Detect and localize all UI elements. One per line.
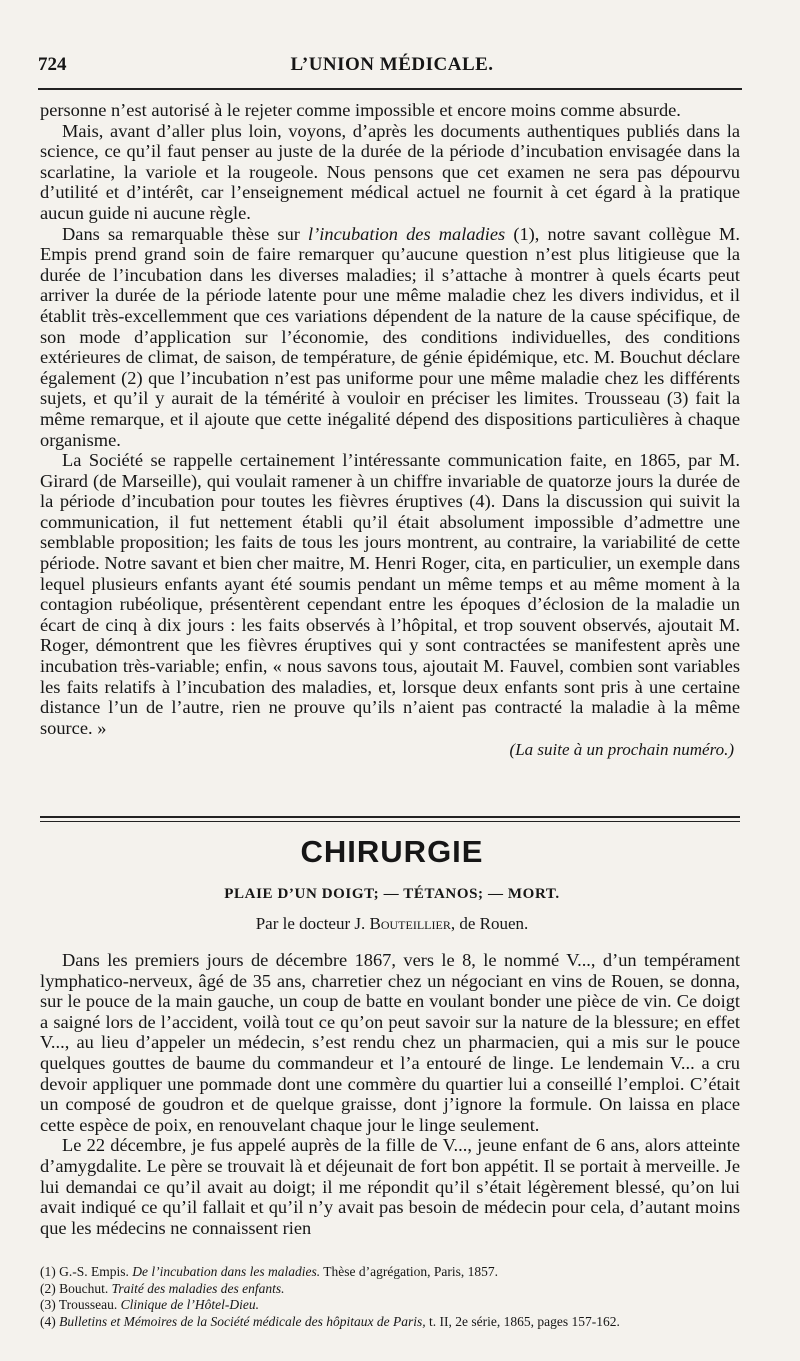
footnote: (2) Bouchut. Traité des maladies des enfants. <box>40 1280 285 1296</box>
paragraph: Le 22 décembre, je fus appelé auprès de la fille de V..., jeune enfant de 6 ans, alors atteinte d’amygdalite. Le père se trouvait là et déjeunait de fort bon appétit. Il se portait à merveille. Je lui demandai ce qu’il avait au doigt; il me répondit qu’il s’était légèrement blessé, qu’on lui avait indiqué ce qu’il fallait et qu’il n’y avait pas besoin de médecin pour cela, d’autant moins que les médecins ne connaissent rien <box>40 1135 740 1238</box>
paragraph: Dans sa remarquable thèse sur l’incubation des maladies (1), notre savant collègue M. Empis prend grand soin de faire remarquer qu’aucune question n’est plus litigieuse que la durée de l’incubation dans les diverses maladies; il s’attache à montrer à quels écarts peut arriver la durée de la période latente pour une même maladie chez les divers individus, et il établit très-excellemment que ces variations dépendent de la nature de la cause spécifique, de son mode d’application sur l’économie, des conditions individuelles, des conditions extérieures de climat, de saison, de température, de génie épidémique, etc. M. Bouchut déclare également (2) que l’incubation n’est pas uniforme pour une même maladie chez les différents sujets, et qu’il y aurait de la témérité à vouloir en préciser les limites. Trousseau (3) fait la même remarque, et il ajoute que cette inégalité dépend des dispositions particulières à chaque organisme. <box>40 223 740 450</box>
byline: Par le docteur J. Bouteillier, de Rouen. <box>255 914 529 933</box>
section-title: CHIRURGIE <box>300 834 484 869</box>
footnote: (3) Trousseau. Clinique de l’Hôtel-Dieu. <box>40 1297 259 1313</box>
paragraph: Dans les premiers jours de décembre 1867, vers le 8, le nommé V..., d’un tempérament lymphatico-nerveux, âgé de 35 ans, charretier chez un négociant en vins de Rouen, se donna, sur le pouce de la main gauche, un coup de batte en voulant bonder une pièce de vin. Ce doigt a saigné lors de l’accident, voilà tout ce qu’on peut savoir sur la nature de la blessure; en effet V..., au lieu d’appeler un médecin, s’est rendu chez un pharmacien, qui a mis sur le pouce quelques gouttes de baume du commandeur et l’a entouré de linge. Le lendemain V... a cru devoir appliquer une pommade dont une commère du quartier lui a conseillé l’emploi. C’était un composé de goudron et de quelque graisse, dont j’ignore la formule. On laissa en place cette espèce de poix, en renouvelant chaque jour le linge seulement. <box>40 950 740 1135</box>
paragraph: personne n’est autorisé à le rejeter comme impossible et encore moins comme absurde. <box>40 100 681 120</box>
article-continuation <box>40 100 740 760</box>
author-name: Bouteillier <box>369 914 451 933</box>
footnote: (1) G.-S. Empis. De l’incubation dans les maladies. Thèse d’agrégation, Paris, 1857. <box>40 1264 498 1279</box>
footnotes <box>40 1264 740 1330</box>
section-divider <box>40 816 740 822</box>
paragraph: Mais, avant d’aller plus loin, voyons, d’après les documents authentiques publiés dans la science, ce qu’il faut penser au juste de la durée de la période d’incubation envisagée dans la scarlatine, la variole et la rougeole. Nous pensons que cet examen ne sera pas dépourvu d’utilité et d’intérêt, car l’enseignement médical actuel ne fournit à cet égard à la pratique aucun guide ni aucune règle. <box>40 120 740 223</box>
paragraph: La Société se rappelle certainement l’intéressante communication faite, en 1865, par M. Girard (de Marseille), qui voulait ramener à un chiffre invariable de quatorze jours la durée de la période d’incubation pour toutes les fièvres éruptives (4). Dans la discussion qui suivit la communication, il fut nettement établi qu’il était absolument impossible d’admettre une semblable proposition; les faits de tous les jours montrent, au contraire, la variabilité de cette période. Notre savant et bien cher maitre, M. Henri Roger, cita, en particulier, un exemple dans lequel plusieurs enfants ayant été soumis pendant un même temps et au même moment à la contagion rubéolique, présentèrent cependant entre les époques d’éclosion de la maladie un écart de cinq à dix jours : les faits observés à l’hôpital, et trop souvent observés, ajoutait M. Roger, démontrent que les fièvres éruptives qui y sont contractées se manifestent après une incubation très-variable; enfin, « nous savons tous, ajoutait M. Fauvel, combien sont variables les faits relatifs à l’incubation des maladies, et, lorsque deux enfants sont pris à une certaine distance l’un de l’autre, rien ne prouve qu’ils n’aient pas contracté la maladie à la même source. » <box>40 450 740 738</box>
footnote: (4) Bulletins et Mémoires de la Société médicale des hôpitaux de Paris, t. II, 2e série, 1865, pages 157-162. <box>40 1313 620 1329</box>
surgery-article <box>40 950 740 1238</box>
article-title: PLAIE D’UN DOIGT; — TÉTANOS; — MORT. <box>224 886 560 902</box>
journal-title: L’UNION MÉDICALE. <box>290 54 494 75</box>
header-rule <box>38 88 742 90</box>
continuation-note: (La suite à un prochain numéro.) <box>509 740 734 760</box>
running-header <box>38 54 738 84</box>
book-title: l’incubation des maladies <box>308 223 506 244</box>
page-number: 724 <box>38 54 67 75</box>
